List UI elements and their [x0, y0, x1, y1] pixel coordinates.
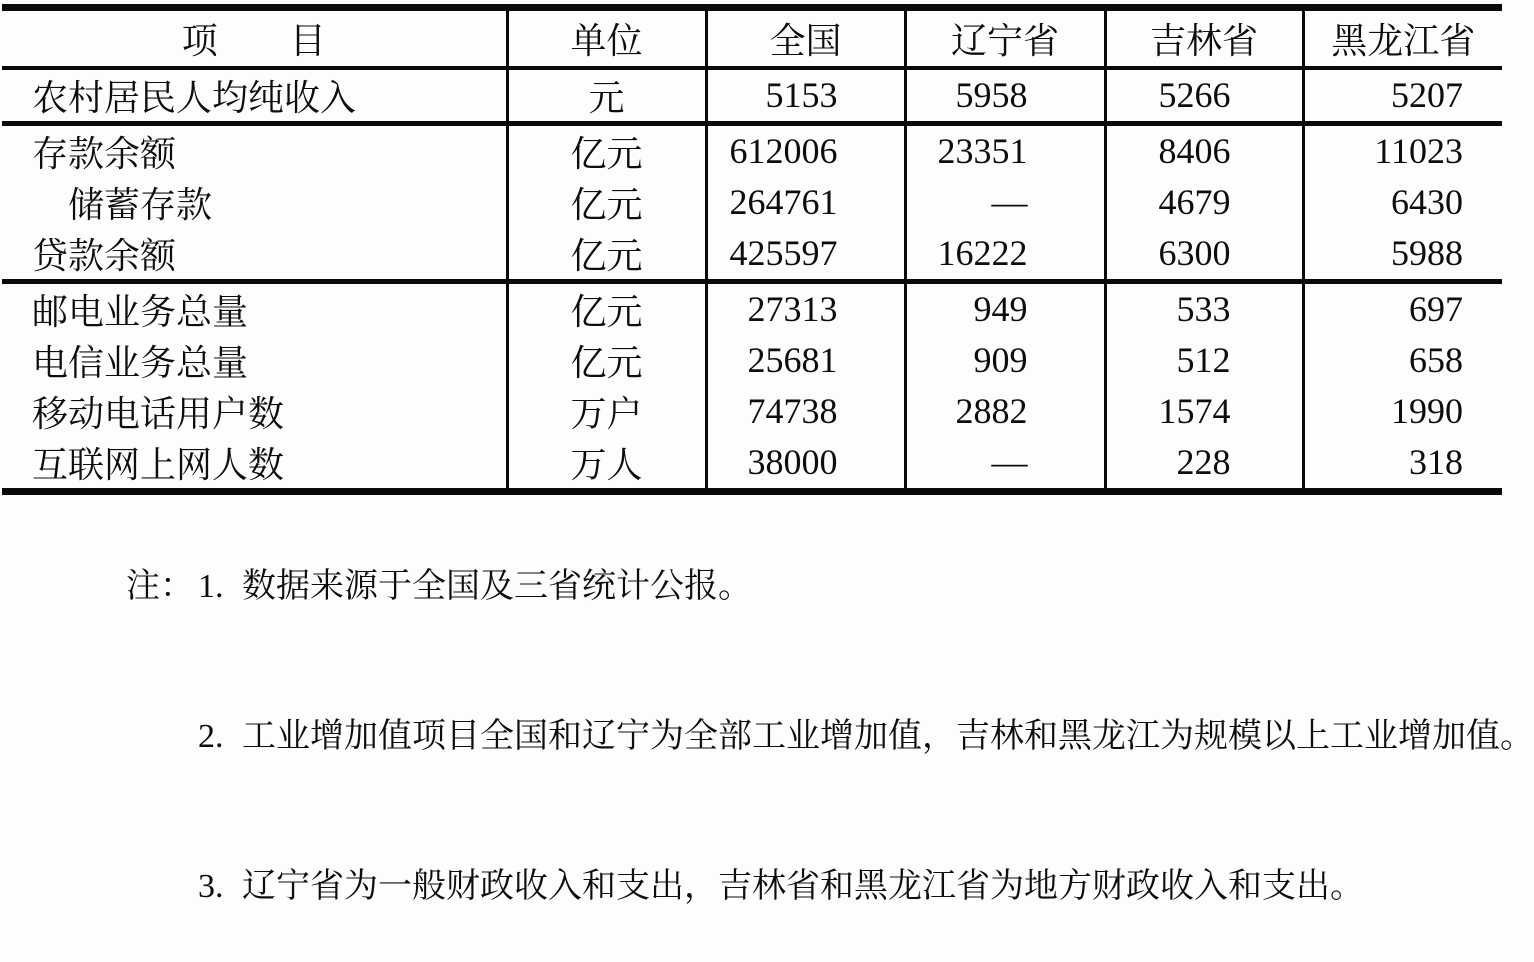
value-national: 74738	[706, 386, 905, 437]
row-unit: 亿元	[507, 335, 706, 386]
row-label: 贷款余额	[2, 228, 507, 282]
footnote-text: 辽宁省为一般财政收入和支出，吉林省和黑龙江省为地方财政收入和支出。	[242, 867, 1364, 905]
footnote-number: 2.	[198, 717, 224, 755]
row-label: 电信业务总量	[2, 335, 507, 386]
row-unit: 亿元	[507, 281, 706, 335]
value-heilongjiang: 1990	[1391, 391, 1463, 431]
value-heilongjiang: 6430	[1391, 182, 1463, 222]
footnote-number: 1.	[198, 567, 224, 605]
row-label: 存款余额	[2, 123, 507, 177]
value-heilongjiang: 658	[1409, 340, 1463, 380]
value-liaoning: 2882	[905, 386, 1105, 437]
row-unit: 亿元	[507, 228, 706, 282]
column-header-unit: 单位	[507, 8, 706, 68]
table-row	[2, 335, 1502, 386]
footnote-text: 数据来源于全国及三省统计公报。	[242, 567, 752, 605]
table-row	[2, 123, 1502, 177]
value-national: 25681	[706, 335, 905, 386]
row-label: 移动电话用户数	[2, 386, 507, 437]
scanned-table-page	[0, 4, 1534, 905]
value-national: 27313	[706, 281, 905, 335]
value-jilin: 1574	[1105, 386, 1303, 437]
value-jilin: 8406	[1105, 123, 1303, 177]
value-heilongjiang: 5207	[1391, 75, 1463, 115]
column-header-liaoning: 辽宁省	[905, 8, 1105, 68]
column-header-item: 项 目	[2, 8, 507, 68]
header-row	[2, 8, 1502, 68]
value-liaoning: 16222	[905, 228, 1105, 282]
value-national: 425597	[706, 228, 905, 282]
value-liaoning: 23351	[905, 123, 1105, 177]
row-label: 互联网上网人数	[2, 437, 507, 492]
value-national: 264761	[706, 177, 905, 228]
footnote-3	[75, 812, 1504, 962]
row-label: 储蓄存款	[2, 177, 507, 228]
row-label: 农村居民人均纯收入	[2, 68, 507, 124]
value-jilin: 228	[1105, 437, 1303, 492]
value-jilin: 4679	[1105, 177, 1303, 228]
table-row	[2, 68, 1502, 124]
table-row	[2, 177, 1502, 228]
table-row	[2, 386, 1502, 437]
footnote-1	[75, 512, 1504, 662]
row-label: 邮电业务总量	[2, 281, 507, 335]
statistics-table	[2, 4, 1502, 495]
value-heilongjiang: 5988	[1391, 233, 1463, 273]
value-national: 5153	[706, 68, 905, 124]
footnote-2	[75, 662, 1534, 812]
row-unit: 万户	[507, 386, 706, 437]
value-jilin: 512	[1105, 335, 1303, 386]
column-header-heilongjiang: 黑龙江省	[1331, 20, 1476, 61]
footnote-text: 工业增加值项目全国和辽宁为全部工业增加值，吉林和黑龙江为规模以上工业增加值。	[242, 717, 1534, 755]
value-heilongjiang: 697	[1409, 289, 1463, 329]
table-row	[2, 281, 1502, 335]
value-national: 612006	[706, 123, 905, 177]
value-jilin: 5266	[1105, 68, 1303, 124]
value-liaoning: —	[905, 437, 1105, 492]
row-unit: 亿元	[507, 123, 706, 177]
column-header-jilin: 吉林省	[1105, 8, 1303, 68]
row-unit: 万人	[507, 437, 706, 492]
value-jilin: 533	[1105, 281, 1303, 335]
table-row	[2, 228, 1502, 282]
value-heilongjiang: 11023	[1374, 131, 1463, 171]
value-national: 38000	[706, 437, 905, 492]
value-jilin: 6300	[1105, 228, 1303, 282]
table-row	[2, 437, 1502, 492]
value-liaoning: —	[905, 177, 1105, 228]
value-liaoning: 5958	[905, 68, 1105, 124]
value-liaoning: 949	[905, 281, 1105, 335]
footnotes	[0, 512, 1534, 962]
row-unit: 元	[507, 68, 706, 124]
value-liaoning: 909	[905, 335, 1105, 386]
value-heilongjiang: 318	[1409, 442, 1463, 482]
footnote-prefix: 注：	[126, 567, 194, 605]
row-unit: 亿元	[507, 177, 706, 228]
footnote-number: 3.	[198, 867, 224, 905]
column-header-national: 全国	[706, 8, 905, 68]
